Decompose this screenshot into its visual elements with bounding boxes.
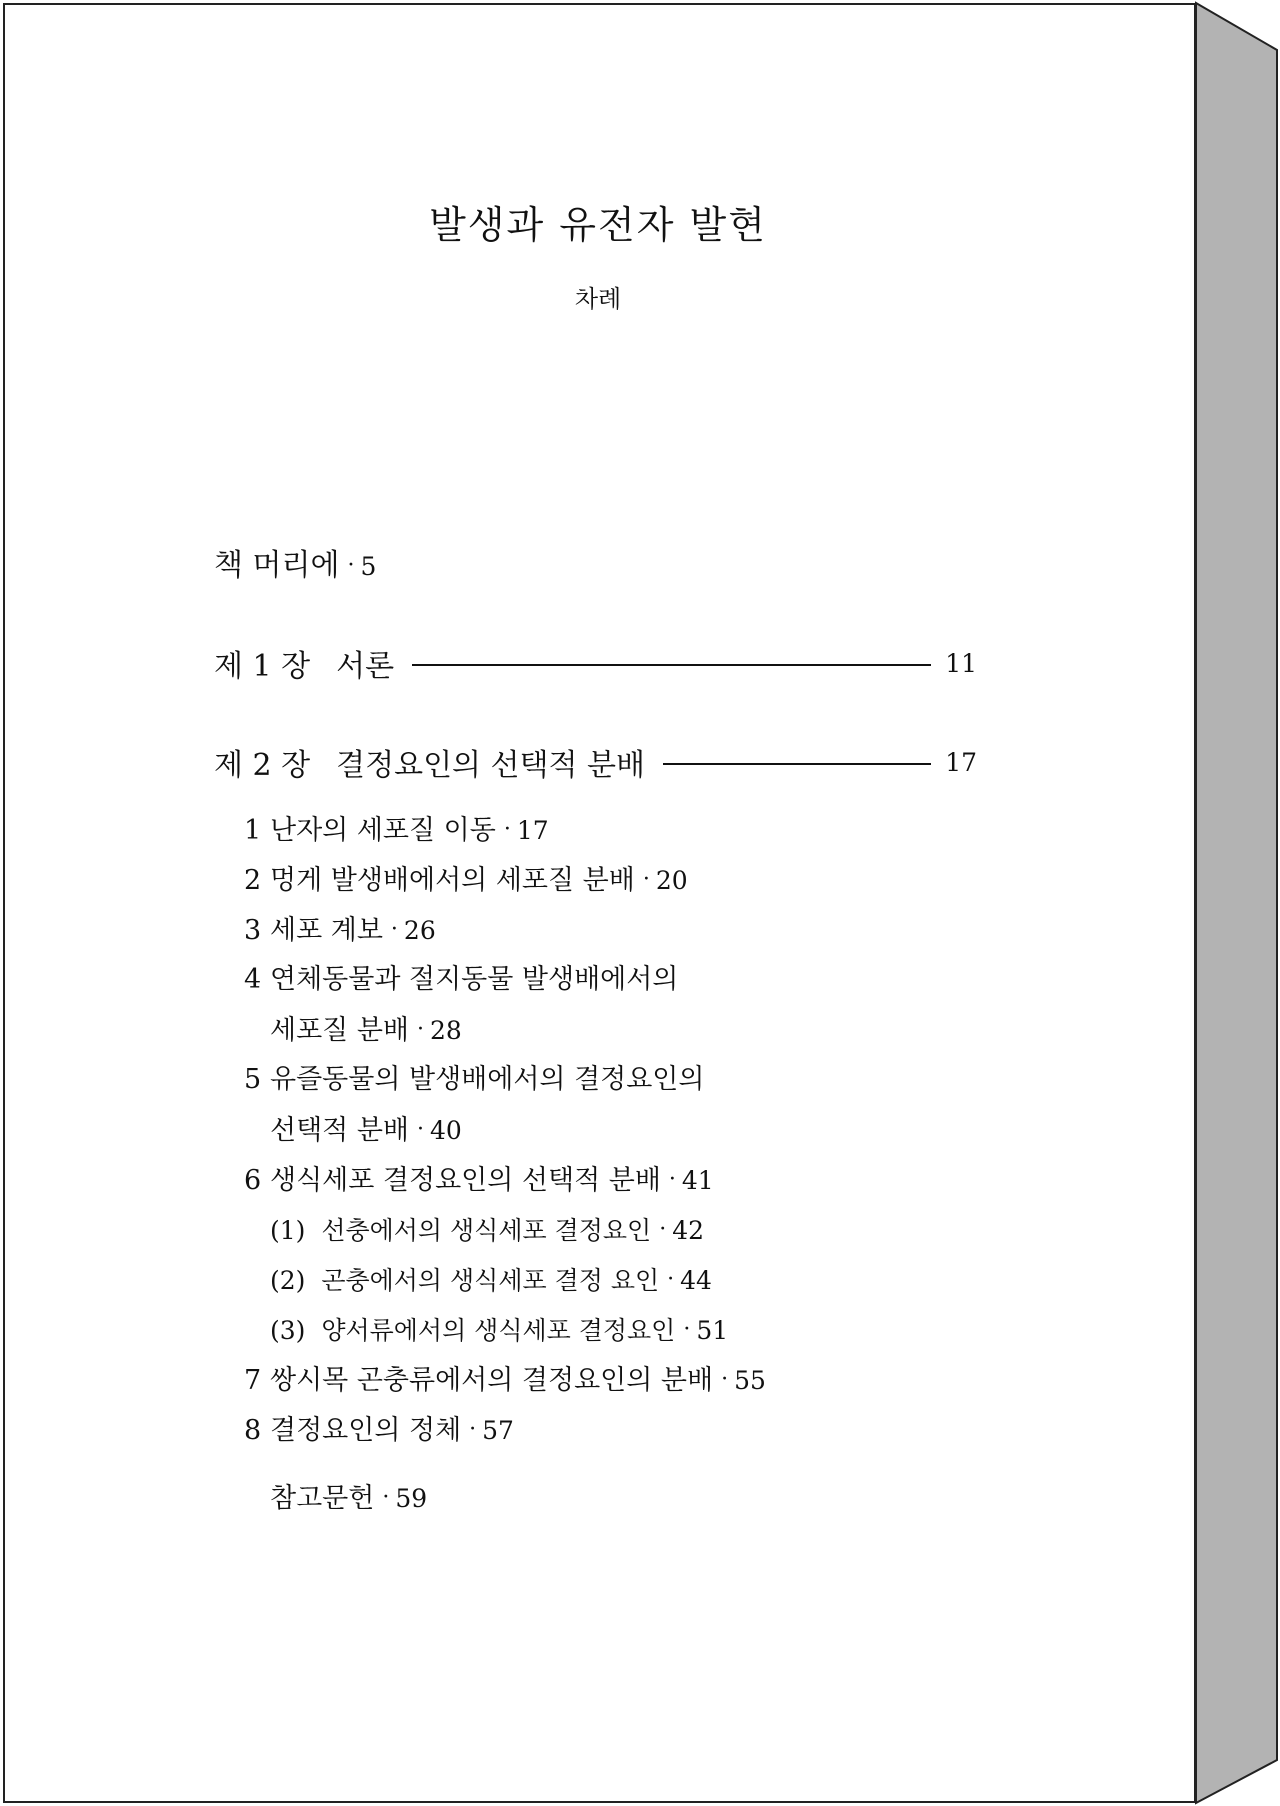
toc-separator: · [683,1317,691,1342]
toc-section-2 [244,860,688,901]
toc-separator: · [417,1017,424,1042]
toc-chapter-2 [214,742,977,782]
section-title-line2: 선택적 분배 [270,1115,409,1146]
section-page: 55 [734,1366,766,1395]
toc-preface-page: 5 [360,552,377,581]
book-title: 발생과 유전자 발현 [429,203,767,247]
section-number: 4 [244,964,262,995]
section-number: 8 [244,1415,262,1446]
section-title: 생식세포 결정요인의 선택적 분배 [270,1165,661,1196]
toc-preface [214,546,376,587]
toc-section-4-cont [270,1010,462,1051]
section-number: 7 [244,1365,262,1396]
toc-section-8 [244,1410,514,1451]
subsection-title: 곤충에서의 생식세포 결정 요인 [321,1266,660,1295]
toc-subsection-2 [270,1260,712,1301]
toc-separator: · [667,1267,675,1292]
section-number: 5 [244,1064,262,1095]
section-page: 20 [655,866,688,895]
toc-section-3 [244,910,436,951]
toc-section-7 [244,1360,766,1401]
section-title: 쌍시목 곤충류에서의 결정요인의 분배 [270,1365,714,1396]
chapter-1-leader-line [412,664,931,666]
section-title-line1: 유즐동물의 발생배에서의 결정요인의 [270,1064,705,1095]
subsection-page: 51 [696,1316,729,1345]
toc-section-4 [244,960,678,1000]
section-number: 1 [244,815,262,846]
references-label: 참고문헌 [270,1483,375,1514]
toc-heading: 차례 [574,285,622,313]
section-title: 난자의 세포질 이동 [270,815,496,846]
toc-section-5 [244,1060,704,1100]
toc-section-5-cont [270,1110,462,1151]
chapter-1-page: 11 [945,648,977,678]
section-page: 17 [516,816,549,845]
section-page: 57 [482,1416,514,1445]
chapter-2-title: 결정요인의 선택적 분배 [336,748,645,783]
toc-separator: · [659,1217,667,1242]
section-title-line2: 세포질 분배 [270,1015,409,1046]
toc-section-1 [244,810,549,851]
toc-separator: · [390,917,398,942]
subsection-number: (1) [270,1216,306,1245]
toc-separator: · [382,1485,390,1510]
toc-preface-label: 책 머리에 [214,548,340,583]
toc-section-6 [244,1160,714,1201]
chapter-1-title: 서론 [336,649,395,684]
book-page [3,3,1196,1803]
section-title: 세포 계보 [270,915,383,946]
toc-subsection-1 [270,1210,704,1251]
chapter-2-label: 제 2 장 [214,748,311,783]
subsection-page: 44 [680,1266,712,1295]
chapter-2-page: 17 [945,747,977,777]
toc-separator: · [417,1117,424,1142]
toc-separator: · [503,817,511,842]
section-page: 41 [681,1166,714,1195]
subsection-number: (3) [270,1316,306,1345]
section-title: 결정요인의 정체 [270,1415,462,1446]
subsection-title: 양서류에서의 생식세포 결정요인 [321,1316,676,1345]
section-page: 40 [430,1116,462,1145]
references-page: 59 [395,1484,428,1513]
toc-subsection-3 [270,1310,728,1351]
section-page: 26 [403,916,436,945]
chapter-1-label: 제 1 장 [214,649,311,684]
section-title-line1: 연체동물과 절지동물 발생배에서의 [270,964,679,995]
toc-separator: · [347,553,355,578]
section-number: 6 [244,1165,262,1196]
chapter-2-leader-line [663,763,931,765]
subsection-title: 선충에서의 생식세포 결정요인 [321,1216,652,1245]
section-number: 2 [244,865,262,896]
section-page: 28 [430,1016,462,1045]
section-number: 3 [244,915,262,946]
toc-separator: · [668,1167,676,1192]
subsection-page: 42 [672,1216,704,1245]
toc-separator: · [721,1367,729,1392]
toc-references [270,1478,427,1519]
toc-separator: · [642,867,650,892]
toc-chapter-1 [214,643,977,683]
section-title: 멍게 발생배에서의 세포질 분배 [270,865,635,896]
toc-separator: · [469,1417,477,1442]
subsection-number: (2) [270,1266,306,1295]
